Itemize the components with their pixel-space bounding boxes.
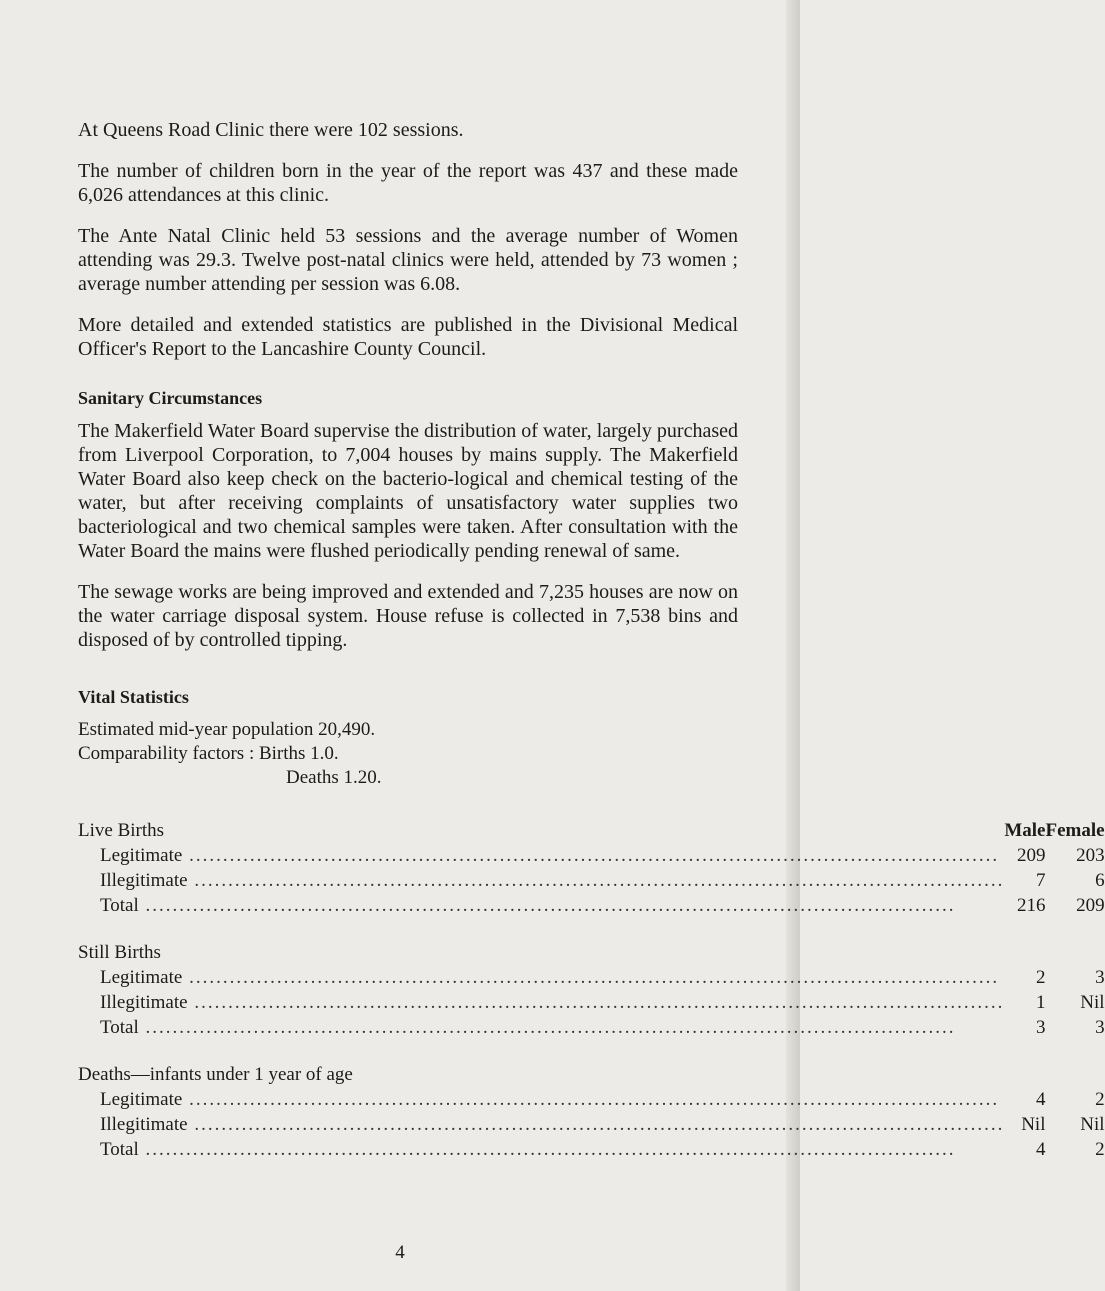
paragraph-detailed-statistics: More detailed and extended statistics are published in the Divisional Medical Officer's Report to the Lancashire County Council. — [78, 314, 738, 360]
column-header-male: Male — [1004, 820, 1046, 841]
male-value: 2 — [1035, 967, 1046, 988]
female-value: 3 — [1095, 1017, 1105, 1038]
table-row — [78, 1015, 1105, 1040]
leader-dots: ........................................................................................................................ — [182, 1089, 1000, 1110]
row-label: Illegitimate — [100, 870, 188, 891]
row-label-cell — [78, 1015, 1004, 1040]
leader-dots: ........................................................................................................................ — [187, 870, 1005, 891]
table-row — [78, 893, 1105, 918]
table-row — [78, 1137, 1105, 1162]
section-title: Live Births — [78, 820, 165, 841]
leader-dots: ........................................................................................................................ — [182, 845, 1000, 866]
table-row — [78, 1112, 1105, 1137]
row-label: Total — [100, 1017, 139, 1038]
paragraph-sewage-works: The sewage works are being improved and extended and 7,235 houses are now on the water carriage disposal system. House refuse is collected in 7,538 bins and disposed of by controlled tipping. — [78, 581, 738, 651]
male-value: Nil — [1021, 1114, 1046, 1135]
heading-vital-statistics: Vital Statistics — [78, 687, 189, 707]
leader-dots: ........................................................................................................................ — [187, 1114, 1005, 1135]
table-row — [78, 1087, 1105, 1112]
female-value: 3 — [1095, 967, 1105, 988]
row-label-cell — [78, 1087, 1004, 1112]
male-value: 4 — [1035, 1139, 1046, 1160]
population-block — [78, 718, 738, 790]
female-value: 2 — [1095, 1089, 1105, 1110]
row-label-cell — [78, 1137, 1004, 1162]
row-label: Illegitimate — [100, 1114, 188, 1135]
male-value: 4 — [1035, 1089, 1046, 1110]
female-value: 2 — [1095, 1139, 1105, 1160]
row-label-cell — [78, 1112, 1004, 1137]
female-value: 203 — [1076, 845, 1105, 866]
female-value: 6 — [1095, 870, 1105, 891]
section-header-row — [78, 818, 1105, 843]
heading-sanitary-circumstances: Sanitary Circumstances — [78, 388, 263, 408]
female-value: Nil — [1080, 1114, 1105, 1135]
row-label: Total — [100, 1139, 139, 1160]
paragraph-children-born: The number of children born in the year of the report was 437 and these made 6,026 attendances at this clinic. — [78, 160, 738, 206]
paragraph-ante-natal: The Ante Natal Clinic held 53 sessions and the average number of Women attending was 29.3. Twelve post-natal clinics were held, attended by 73 women ; average number attending per session was 6.08. — [78, 225, 738, 295]
row-label: Legitimate — [100, 1089, 183, 1110]
section-title: Deaths—infants under 1 year of age — [78, 1064, 353, 1085]
male-value: 7 — [1035, 870, 1046, 891]
leader-dots: ........................................................................................................................ — [138, 1139, 956, 1160]
row-label-cell — [78, 990, 1004, 1015]
row-label: Legitimate — [100, 845, 183, 866]
row-label-cell — [78, 965, 1004, 990]
row-label: Illegitimate — [100, 992, 188, 1013]
population-estimate: Estimated mid-year population 20,490. — [78, 719, 376, 740]
male-value: 209 — [1016, 845, 1046, 866]
male-value: 1 — [1035, 992, 1046, 1013]
leader-dots: ........................................................................................................................ — [182, 967, 1000, 988]
section-header-row — [78, 1062, 1105, 1087]
section-gap — [78, 1040, 1105, 1062]
paragraph-queens-road: At Queens Road Clinic there were 102 sessions. — [78, 119, 464, 141]
row-label: Legitimate — [100, 967, 183, 988]
female-value: 209 — [1076, 895, 1105, 916]
row-label-cell — [78, 843, 1004, 868]
row-label-cell — [78, 868, 1004, 893]
document-page — [78, 118, 1105, 1162]
row-label: Total — [100, 895, 139, 916]
comparability-births: Comparability factors : Births 1.0. — [78, 743, 339, 764]
female-value: Nil — [1080, 992, 1105, 1013]
leader-dots: ........................................................................................................................ — [187, 992, 1005, 1013]
table-row — [78, 843, 1105, 868]
male-value: 216 — [1016, 895, 1046, 916]
vital-statistics-table — [78, 818, 1105, 1162]
leader-dots: ........................................................................................................................ — [138, 1017, 956, 1038]
comparability-deaths: Deaths 1.20. — [286, 767, 382, 788]
male-value: 3 — [1035, 1017, 1046, 1038]
table-row — [78, 990, 1105, 1015]
page-number: 4 — [395, 1242, 405, 1263]
section-header-row — [78, 940, 1105, 965]
row-label-cell — [78, 893, 1004, 918]
section-gap — [78, 918, 1105, 940]
table-row — [78, 965, 1105, 990]
column-header-female: Female — [1045, 820, 1105, 841]
section-title: Still Births — [78, 942, 161, 963]
table-row — [78, 868, 1105, 893]
leader-dots: ........................................................................................................................ — [138, 895, 956, 916]
paragraph-water-board: The Makerfield Water Board supervise the distribution of water, largely purchased from Liverpool Corporation, to 7,004 houses by mains supply. The Makerfield Water Board also keep check on the bacterio-logical and chemical testing of the water, but after receiving complaints of unsatisfactory water supplies two bacteriological and two chemical samples were taken. After consultation with the Water Board the mains were flushed periodically pending renewal of same. — [78, 420, 738, 562]
